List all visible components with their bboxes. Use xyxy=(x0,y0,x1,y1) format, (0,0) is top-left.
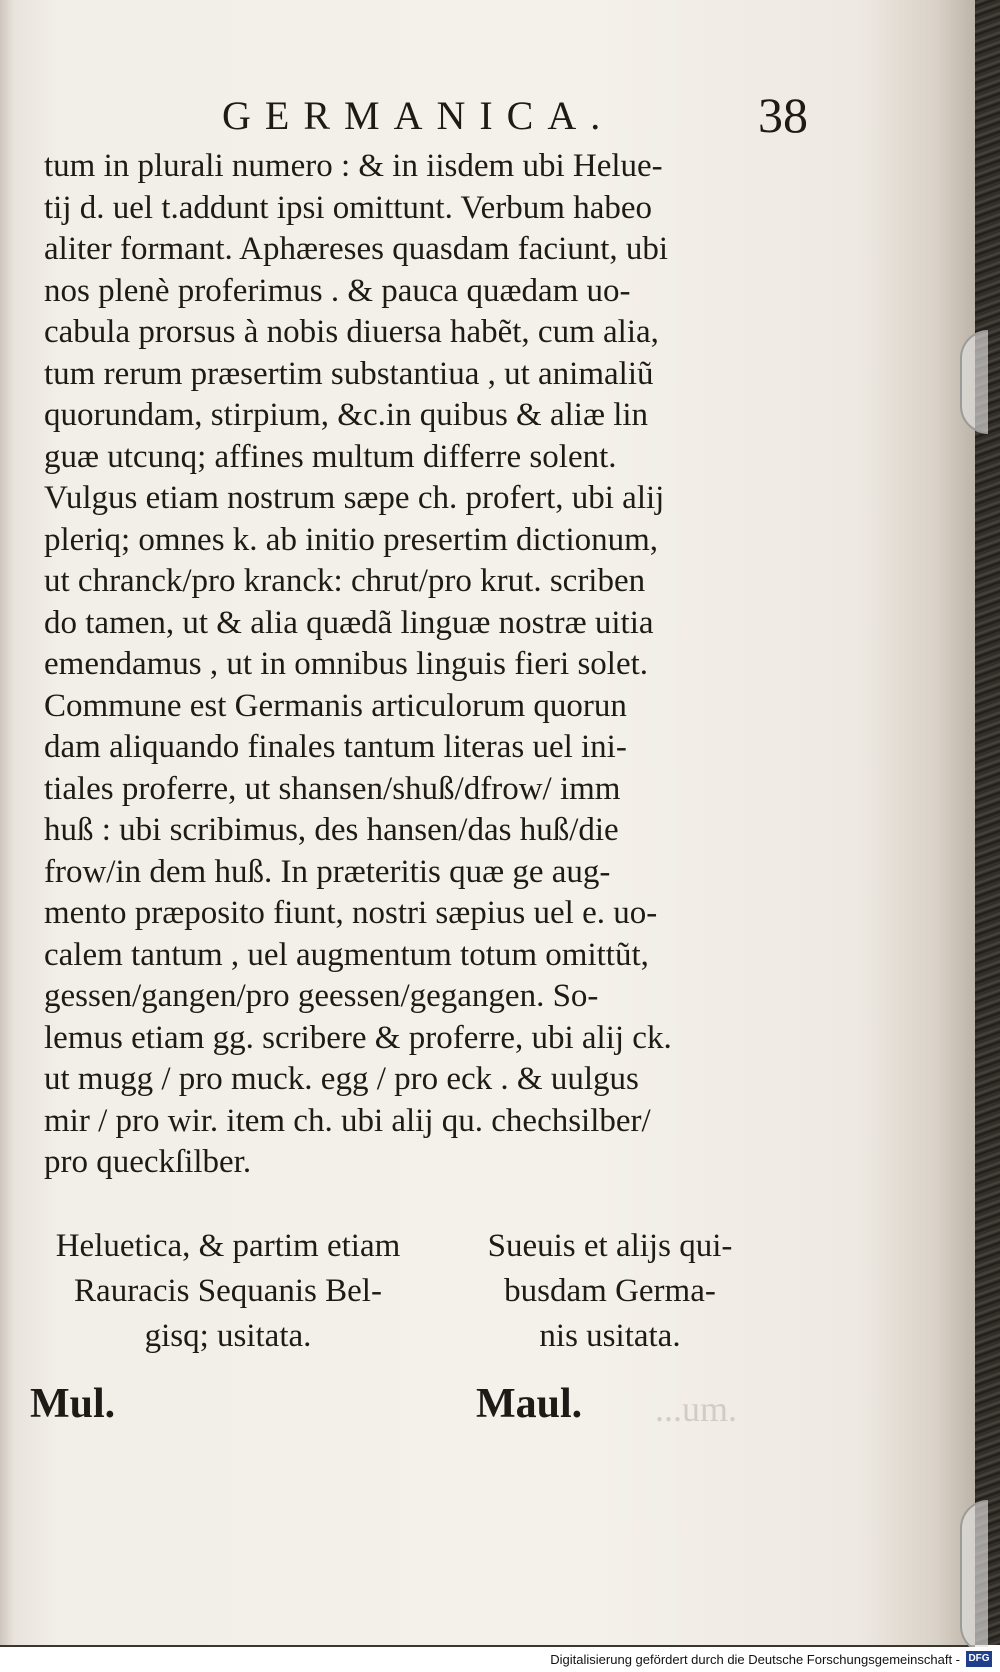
text-line: ut mugg / pro muck. egg / pro eck . & uulgus xyxy=(44,1061,639,1097)
column-heading-line: Sueuis et alijs qui- xyxy=(487,1228,733,1264)
text-line: tij d. uel t.addunt ipsi omittunt. Verbum habeo xyxy=(44,189,653,226)
text-line: frow/in dem huß. In præteritis quæ ge aug- xyxy=(44,853,611,890)
text-line: mir / pro wir. item ch. ubi alij qu. chechsilber/ xyxy=(44,1102,651,1139)
page-clip xyxy=(960,330,988,434)
text-line: calem tantum , uel augmentum totum omittũt, xyxy=(44,936,649,973)
page-header xyxy=(0,86,975,146)
text-line: do tamen, ut & alia quædã linguæ nostræ uitia xyxy=(44,604,654,641)
body-text xyxy=(44,146,764,1184)
funding-credit: Digitalisierung gefördert durch die Deutsche Forschungsgemeinschaft - xyxy=(550,1652,960,1667)
text-line: huß : ubi scribimus, des hansen/das huß/die xyxy=(44,812,619,848)
text-line: nos plenè proferimus . & pauca quædam uo- xyxy=(44,272,631,309)
bleed-through-text: ...um. xyxy=(655,1389,738,1429)
comparison-columns xyxy=(30,1224,760,1414)
text-line: mento præposito fiunt, nostri sæpius uel e. uo- xyxy=(44,895,658,931)
text-line: Commune est Germanis articulorum quorun xyxy=(44,687,627,724)
text-line: cabula prorsus à nobis diuersa habẽt, cum alia, xyxy=(44,314,659,350)
text-line: lemus etiam gg. scribere & proferre, ubi alij ck. xyxy=(44,1019,672,1056)
digitization-footer xyxy=(0,1647,1000,1672)
column-heading-line: Rauracis Sequanis Bel- xyxy=(74,1273,382,1309)
right-column-heading xyxy=(460,1224,760,1359)
left-column-heading xyxy=(30,1224,426,1359)
text-line: tiales proferre, ut shansen/shuß/dfrow/ imm xyxy=(44,770,621,807)
text-line: guæ utcunq; affines multum differre solent. xyxy=(44,438,617,475)
right-column-word: Maul. xyxy=(476,1381,583,1427)
dfg-logo: DFG xyxy=(966,1651,992,1667)
column-heading-line: nis usitata. xyxy=(539,1318,681,1354)
text-line: Vulgus etiam nostrum sæpe ch. profert, ubi alij xyxy=(44,480,665,516)
column-heading-line: Heluetica, & partim etiam xyxy=(55,1228,401,1264)
book-cover-edge xyxy=(975,0,1000,1645)
column-heading-line: gisq; usitata. xyxy=(144,1318,312,1354)
text-line: dam aliquando finales tantum literas uel ini- xyxy=(44,729,627,765)
left-column-word: Mul. xyxy=(30,1381,116,1427)
column-heading-line: busdam Germa- xyxy=(504,1273,716,1309)
running-head: GERMANICA. xyxy=(222,93,615,138)
text-line: quorundam, stirpium, &c.in quibus & aliæ lin xyxy=(44,397,649,433)
text-line: pro queckſilber. xyxy=(44,1144,252,1180)
text-line: gessen/gangen/pro geessen/gegangen. So- xyxy=(44,978,599,1014)
page-clip xyxy=(960,1500,988,1654)
text-line: aliter formant. Aphæreses quasdam faciunt, ubi xyxy=(44,231,669,267)
text-line: ut chranck/pro kranck: chrut/pro krut. scriben xyxy=(44,563,646,599)
page-number: 38 xyxy=(758,87,808,143)
text-line: tum in plurali numero : & in iisdem ubi Helue- xyxy=(44,148,663,184)
text-line: tum rerum præsertim substantiua , ut animaliũ xyxy=(44,355,654,392)
text-line: emendamus , ut in omnibus linguis fieri solet. xyxy=(44,646,649,682)
text-line: pleriq; omnes k. ab initio presertim dictionum, xyxy=(44,521,659,558)
